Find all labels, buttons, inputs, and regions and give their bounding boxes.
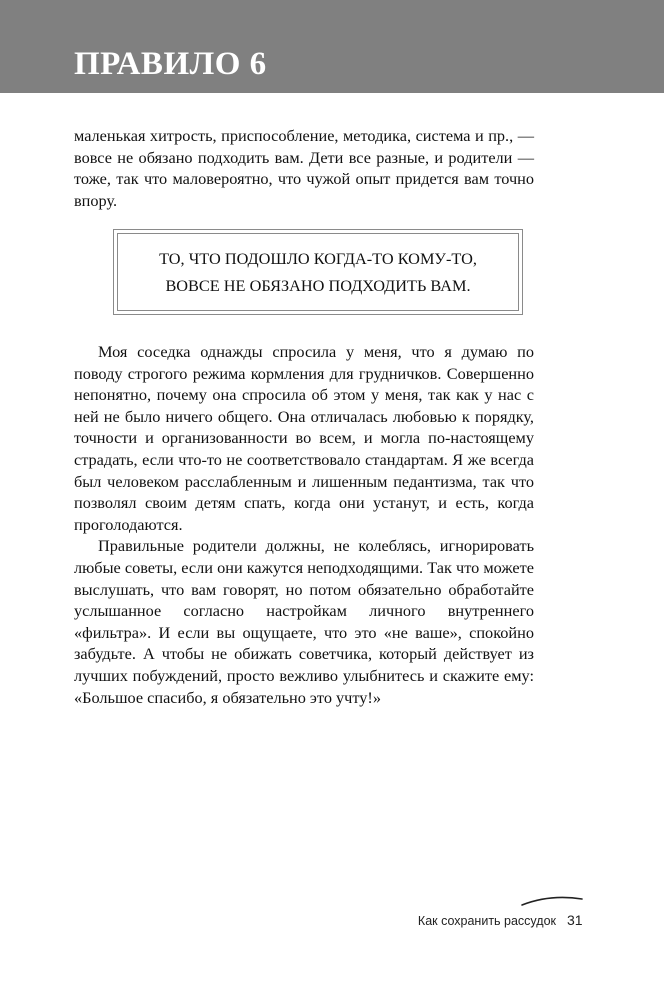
pull-quote-line: ТО, ЧТО ПОДОШЛО КОГДА-ТО КОМУ-ТО, [159, 249, 477, 268]
header-band [0, 0, 664, 93]
running-footer-title: Как сохранить рассудок [417, 914, 556, 928]
pull-quote-inner-frame [117, 233, 519, 311]
page-number: 31 [567, 912, 583, 928]
footer-arc-ornament [520, 893, 584, 907]
pull-quote-line: ВОВСЕ НЕ ОБЯЗАНО ПОДХОДИТЬ ВАМ. [165, 276, 471, 295]
text-block-bottom [74, 341, 534, 708]
paragraph: маленькая хитрость, приспособление, методика, система и пр., — вовсе не обязано подходить вам. Дети все разные, и родители — тоже, так что маловероятно, что чужой опыт придется вам точно впору. [74, 126, 534, 210]
pull-quote-box [113, 229, 523, 315]
chapter-title: ПРАВИЛО 6 [74, 46, 267, 82]
paragraph: Моя соседка однажды спросила у меня, что я думаю по поводу строгого режима кормления для грудничков. Совершенно непонятно, почему она спросила об этом у меня, так как у нас с ней не было ничего общего. Она отличалась любовью к порядку, точности и организованности во всем, и могла по-настоящему страдать, если что-то не соответствовало стандартам. Я же всегда был человеком расслабленным и лишенным педантизма, так что позволял своим детям спать, когда они устанут, и есть, когда проголодаются. [74, 342, 534, 534]
paragraph: Правильные родители должны, не колеблясь, игнорировать любые советы, если они кажутся неподходящими. Так что можете выслушать, что вам говорят, но потом обязательно обработайте услышанное согласно настройкам личного внутреннего «фильтра». И если вы ощущаете, что это «не ваше», спокойно забудьте. А чтобы не обижать советчика, который действует из лучших побуждений, просто вежливо улыбнитесь и скажите ему: «Большое спасибо, я обязательно это учту!» [74, 536, 534, 707]
text-block-top [74, 125, 534, 211]
